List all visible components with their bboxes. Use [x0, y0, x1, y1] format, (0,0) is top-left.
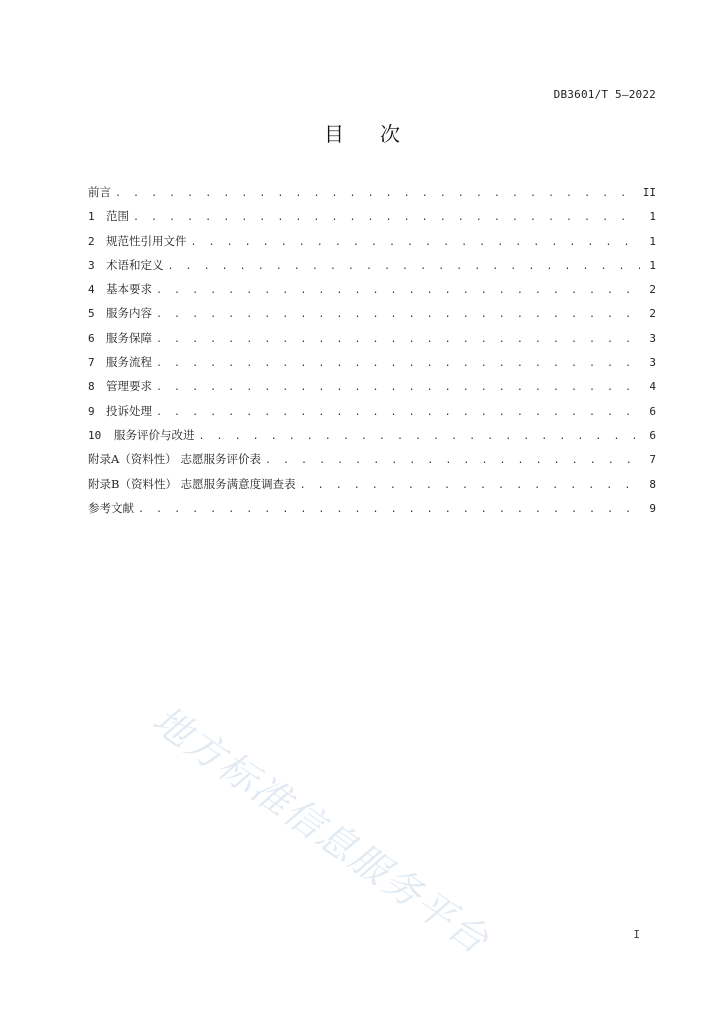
toc-entry-number: 10 — [88, 428, 102, 442]
toc-entry-page: 1 — [649, 210, 656, 224]
toc-entry-appendix-b[interactable] — [88, 472, 656, 496]
toc-entry-page: 1 — [649, 234, 656, 248]
toc-leader-dots — [156, 376, 640, 400]
page-title: 目次 — [324, 122, 436, 146]
toc-entry-label: 基本要求 — [106, 282, 152, 297]
toc-entry-number: 7 — [88, 356, 95, 370]
toc-entry-page: 7 — [649, 453, 656, 467]
toc-entry-label: 服务流程 — [106, 355, 152, 370]
toc-entry-page: 2 — [649, 307, 656, 321]
watermark: 地方标准信息服务平台 — [144, 697, 498, 963]
toc-entry-1[interactable] — [88, 204, 656, 228]
toc-entry-page: 2 — [649, 283, 656, 297]
toc-entry-foreword[interactable] — [88, 180, 656, 204]
toc-entry-10[interactable] — [88, 423, 656, 447]
toc-entry-8[interactable] — [88, 374, 656, 398]
toc-entry-label: 服务保障 — [106, 330, 152, 345]
toc-entry-page: 6 — [649, 404, 656, 418]
toc-entry-number: 1 — [88, 210, 95, 224]
toc-entry-4[interactable] — [88, 277, 656, 301]
toc-entry-appendix-a[interactable] — [88, 447, 656, 471]
toc-entry-number: 3 — [88, 258, 95, 272]
toc-leader-dots — [191, 231, 641, 255]
toc-entry-label: 投诉处理 — [106, 403, 152, 418]
toc-entry-page: 6 — [649, 428, 656, 442]
table-of-contents — [88, 180, 656, 520]
toc-leader-dots — [138, 498, 640, 522]
toc-entry-label: 参考文献 — [88, 500, 134, 515]
toc-entry-5[interactable] — [88, 301, 656, 325]
toc-leader-dots — [156, 279, 640, 303]
toc-entry-label: 服务内容 — [106, 306, 152, 321]
toc-entry-page: 4 — [649, 380, 656, 394]
toc-entry-label: 前言 — [88, 185, 111, 199]
toc-entry-page: 1 — [649, 258, 656, 272]
toc-entry-page: 8 — [649, 477, 656, 491]
toc-entry-page: 3 — [649, 331, 656, 345]
toc-entry-6[interactable] — [88, 326, 656, 350]
toc-entry-label: 范围 — [106, 209, 129, 224]
toc-entry-number: 9 — [88, 404, 95, 418]
toc-entry-7[interactable] — [88, 350, 656, 374]
toc-entry-label: 术语和定义 — [106, 257, 164, 272]
toc-entry-number: 5 — [88, 307, 95, 321]
toc-leader-dots — [168, 255, 641, 279]
toc-entry-label: 附录B（资料性） 志愿服务满意度调查表 — [88, 476, 296, 491]
toc-leader-dots — [300, 474, 640, 498]
toc-leader-dots — [156, 303, 640, 327]
toc-leader-dots — [115, 182, 639, 206]
toc-entry-page: II — [642, 186, 656, 199]
toc-entry-references[interactable] — [88, 496, 656, 520]
toc-entry-number: 4 — [88, 283, 95, 297]
toc-entry-9[interactable] — [88, 399, 656, 423]
footer-page-number: I — [633, 928, 640, 941]
toc-entry-page: 9 — [649, 501, 656, 515]
toc-entry-label: 管理要求 — [106, 379, 152, 394]
toc-entry-3[interactable] — [88, 253, 656, 277]
toc-entry-2[interactable] — [88, 229, 656, 253]
toc-leader-dots — [265, 449, 640, 473]
toc-entry-number: 6 — [88, 331, 95, 345]
toc-entry-number: 2 — [88, 234, 95, 248]
toc-entry-label: 附录A（资料性） 志愿服务评价表 — [88, 452, 261, 467]
toc-entry-label: 服务评价与改进 — [114, 427, 195, 442]
toc-entry-page: 3 — [649, 356, 656, 370]
toc-leader-dots — [199, 425, 641, 449]
document-code: DB3601/T 5—2022 — [553, 88, 656, 101]
toc-leader-dots — [133, 206, 640, 230]
toc-leader-dots — [156, 401, 640, 425]
toc-leader-dots — [156, 352, 640, 376]
toc-leader-dots — [156, 328, 640, 352]
toc-entry-number: 8 — [88, 380, 95, 394]
toc-entry-label: 规范性引用文件 — [106, 233, 187, 248]
